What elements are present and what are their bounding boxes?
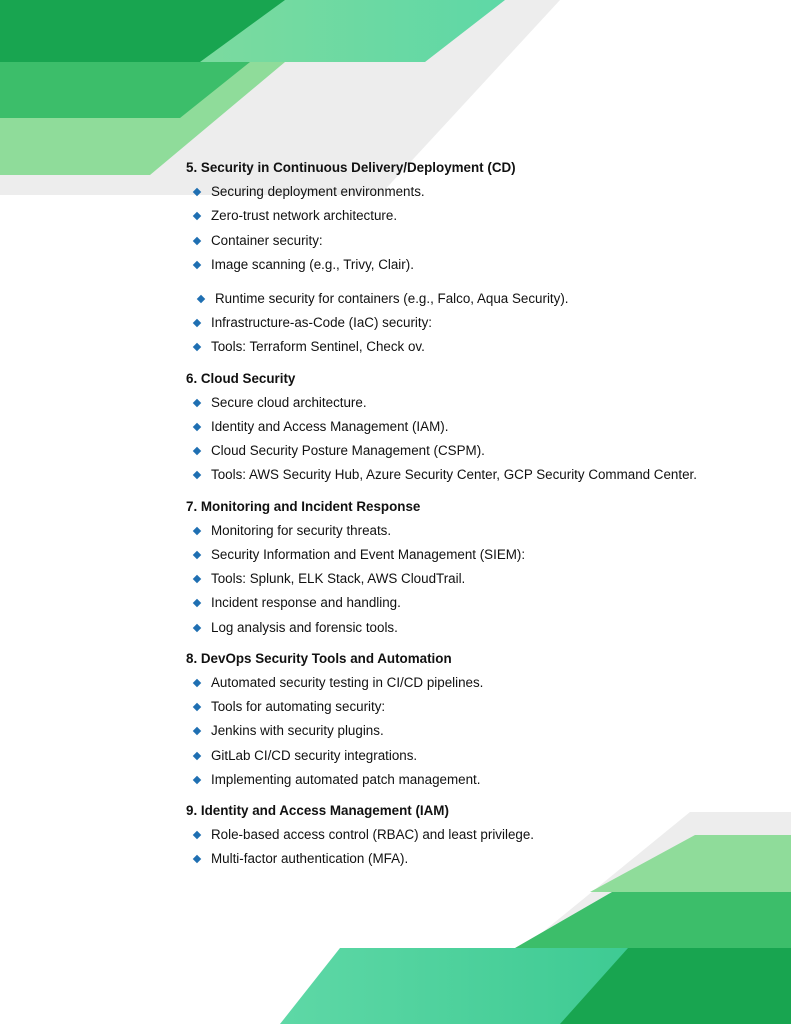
section-heading: 9. Identity and Access Management (IAM) <box>186 803 449 819</box>
section-cd-security <box>186 156 706 360</box>
list-item: Multi-factor authentication (MFA). <box>186 847 706 871</box>
section-monitoring <box>186 495 706 640</box>
section-iam <box>186 799 706 872</box>
diamond-bullet-icon <box>193 212 201 220</box>
diamond-bullet-icon <box>193 679 201 687</box>
diamond-bullet-icon <box>193 236 201 244</box>
diamond-bullet-icon <box>193 703 201 711</box>
section-heading: 7. Monitoring and Incident Response <box>186 498 421 514</box>
diamond-bullet-icon <box>193 527 201 535</box>
list-item: Implementing automated patch management. <box>186 768 706 792</box>
list-item: GitLab CI/CD security integrations. <box>186 744 706 768</box>
diamond-bullet-icon <box>193 471 201 479</box>
section-heading: 5. Security in Continuous Delivery/Deployment (CD) <box>186 160 516 175</box>
diamond-bullet-icon <box>193 261 201 269</box>
list-item: Image scanning (e.g., Trivy, Clair). <box>186 253 706 277</box>
document-body <box>186 156 706 879</box>
list-item: Infrastructure-as-Code (IaC) security: <box>186 311 706 335</box>
list-item: Cloud Security Posture Management (CSPM). <box>186 439 706 463</box>
list-item: Automated security testing in CI/CD pipelines. <box>186 671 706 695</box>
diamond-bullet-icon <box>197 295 205 303</box>
list-item: Identity and Access Management (IAM). <box>186 415 706 439</box>
list-item: Secure cloud architecture. <box>186 391 706 415</box>
diamond-bullet-icon <box>193 776 201 784</box>
list-item: Jenkins with security plugins. <box>186 719 706 743</box>
list-item: Tools: Terraform Sentinel, Check ov. <box>186 335 706 359</box>
list-item: Security Information and Event Management (SIEM): <box>186 543 706 567</box>
list-item: Tools for automating security: <box>186 695 706 719</box>
list-item: Incident response and handling. <box>186 591 706 615</box>
list-item: Tools: AWS Security Hub, Azure Security Center, GCP Security Command Center. <box>186 463 706 487</box>
list-item: Role-based access control (RBAC) and least privilege. <box>186 823 706 847</box>
diamond-bullet-icon <box>193 343 201 351</box>
list-item: Monitoring for security threats. <box>186 519 706 543</box>
section-devops-tools <box>186 647 706 792</box>
diamond-bullet-icon <box>193 319 201 327</box>
list-item: Securing deployment environments. <box>186 180 706 204</box>
diamond-bullet-icon <box>193 623 201 631</box>
diamond-bullet-icon <box>193 831 201 839</box>
section-cloud-security <box>186 367 706 488</box>
diamond-bullet-icon <box>193 399 201 407</box>
diamond-bullet-icon <box>193 751 201 759</box>
diamond-bullet-icon <box>193 447 201 455</box>
diamond-bullet-icon <box>193 551 201 559</box>
diamond-bullet-icon <box>193 855 201 863</box>
list-item: Runtime security for containers (e.g., Falco, Aqua Security). <box>186 287 706 311</box>
diamond-bullet-icon <box>193 423 201 431</box>
diamond-bullet-icon <box>193 188 201 196</box>
section-heading: 8. DevOps Security Tools and Automation <box>186 650 452 666</box>
section-heading: 6. Cloud Security <box>186 370 296 386</box>
diamond-bullet-icon <box>193 599 201 607</box>
list-item: Log analysis and forensic tools. <box>186 616 706 640</box>
diamond-bullet-icon <box>193 575 201 583</box>
list-item: Zero-trust network architecture. <box>186 204 706 228</box>
diamond-bullet-icon <box>193 727 201 735</box>
list-item: Container security: <box>186 229 706 253</box>
list-item: Tools: Splunk, ELK Stack, AWS CloudTrail. <box>186 567 706 591</box>
